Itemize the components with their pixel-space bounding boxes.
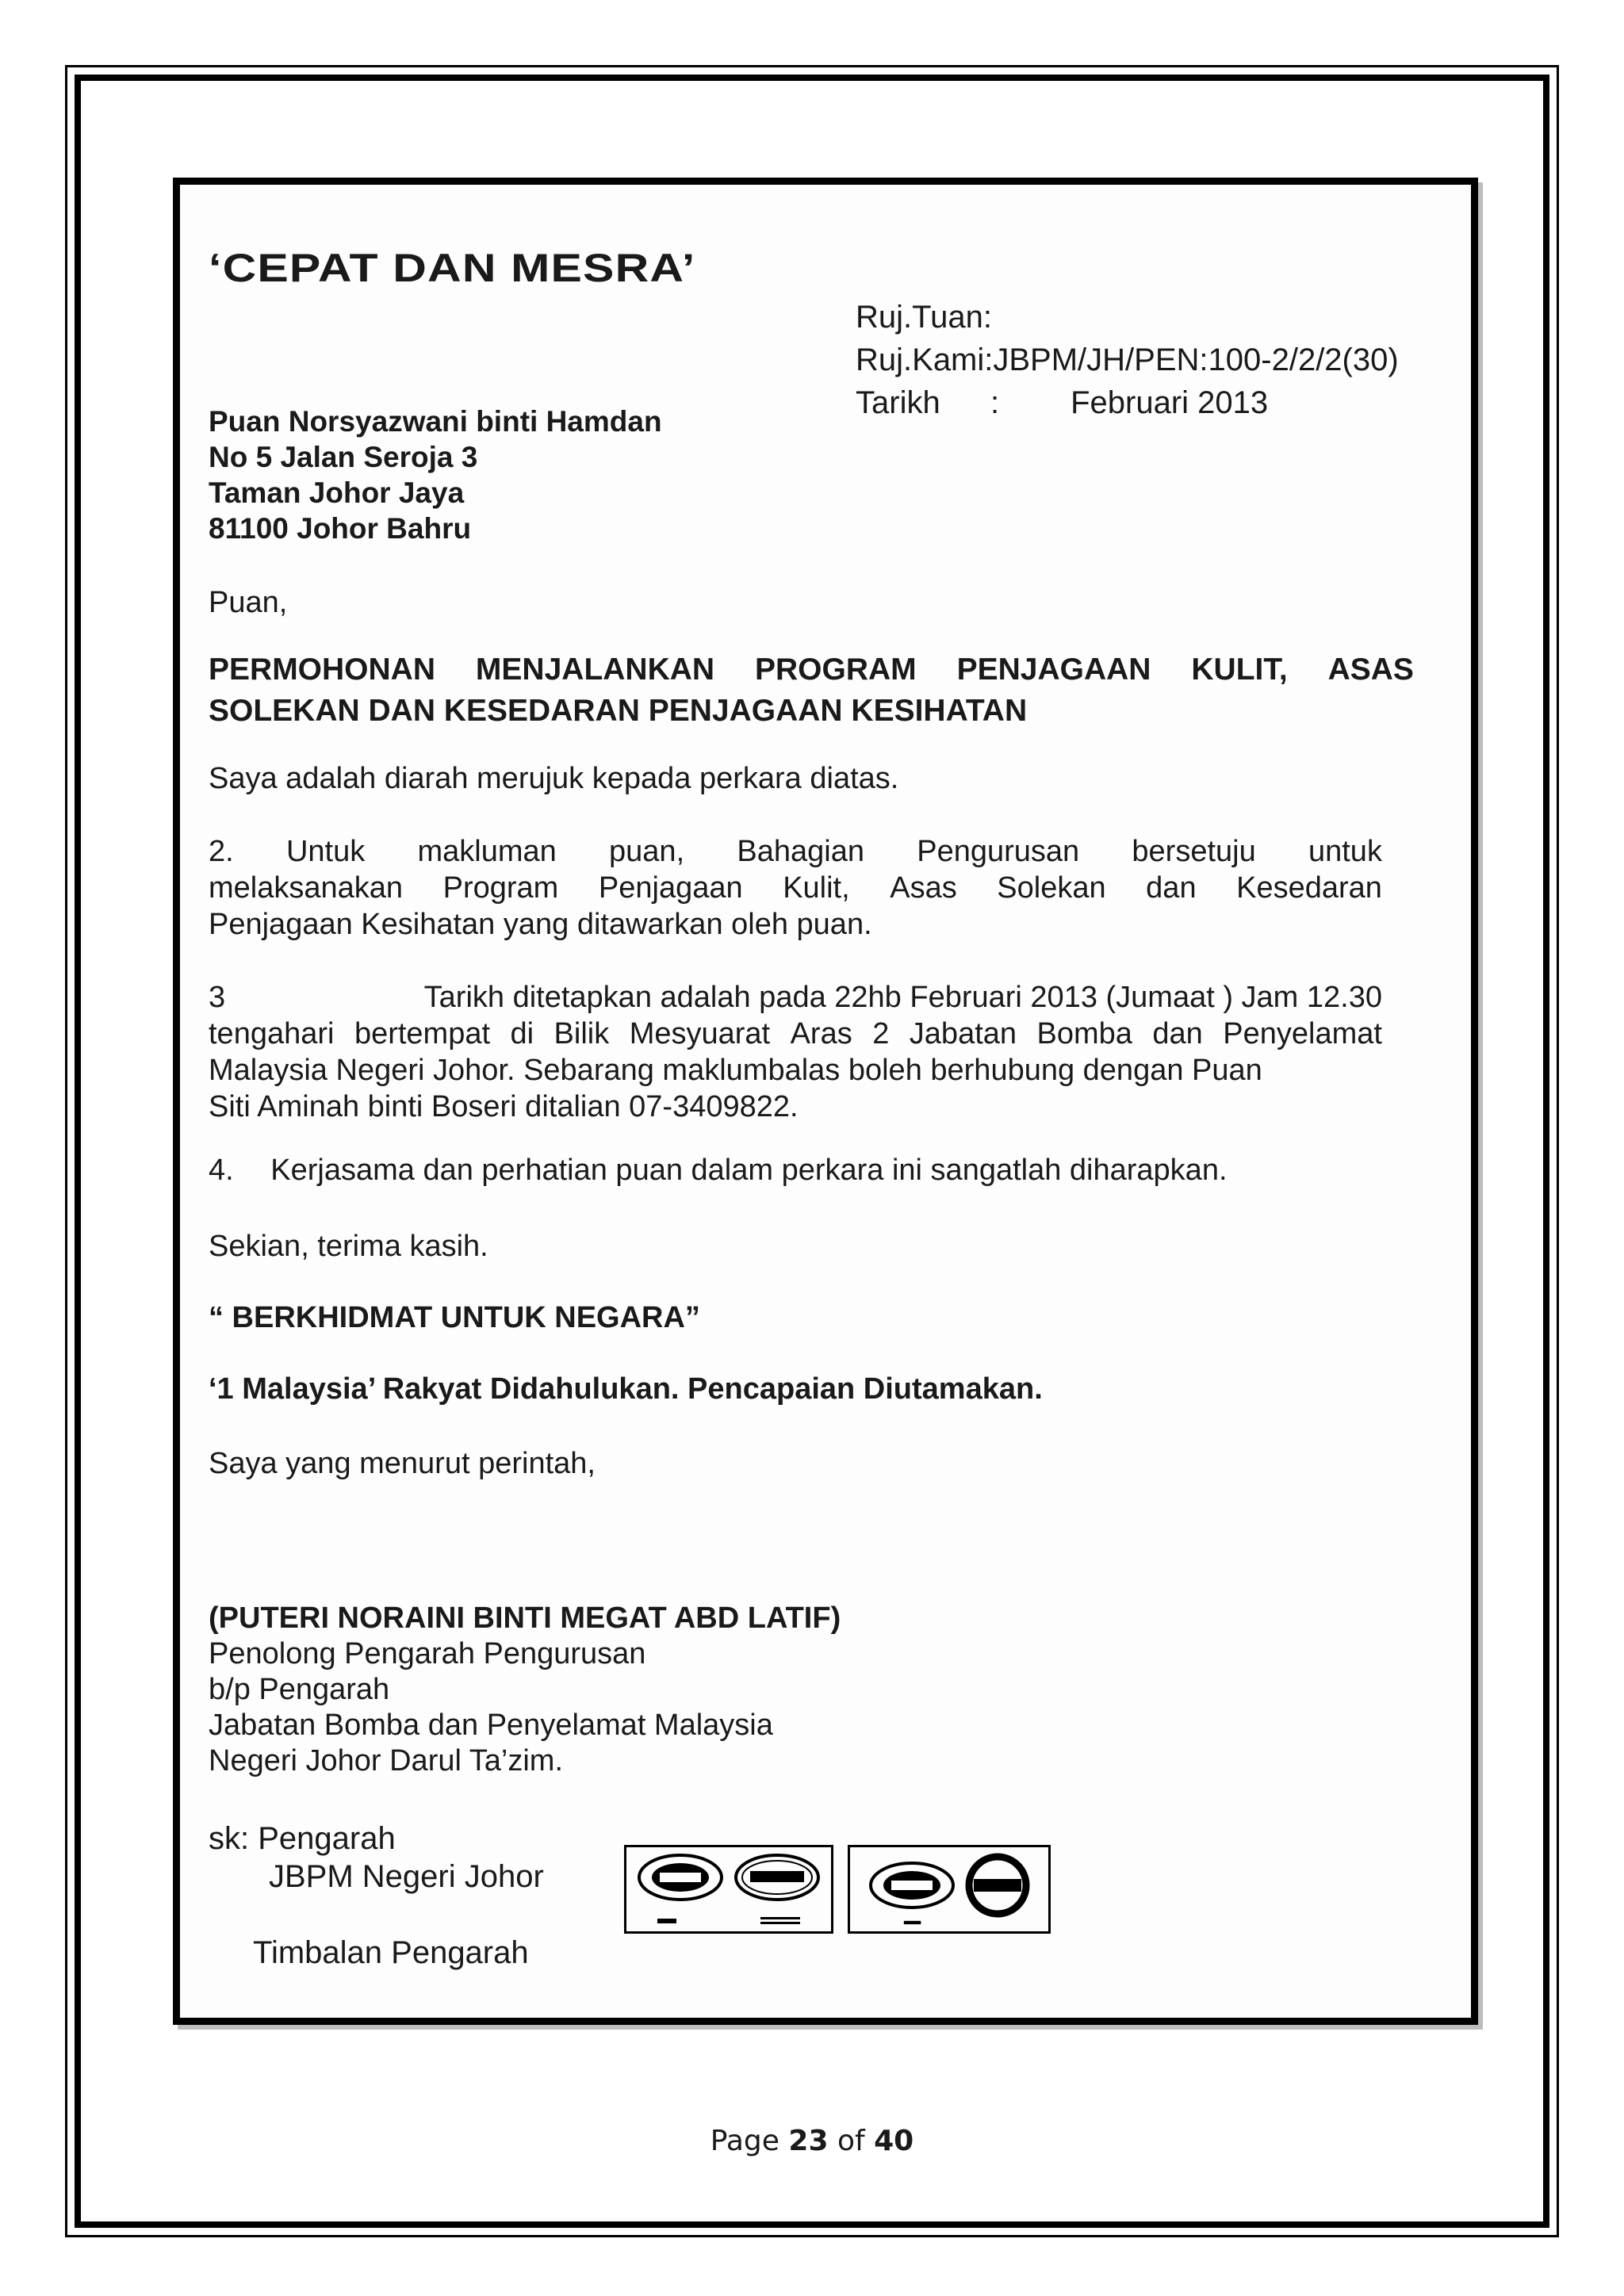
paragraph-2-line-2 [209, 870, 1382, 906]
paragraph-number: 4. [209, 1154, 234, 1187]
date-value: Februari 2013 [1071, 385, 1269, 420]
para-word: Kulit, [783, 871, 850, 905]
para-word: dan [1152, 1017, 1203, 1050]
cc-line: Timbalan Pengarah [253, 1935, 529, 1970]
signatory-line: Negeri Johor Darul Ta’zim. [209, 1744, 564, 1777]
date-separator: : [990, 385, 1000, 420]
signature-block [209, 1601, 841, 1779]
intro-paragraph: Saya adalah diarah merujuk kepada perkara diatas. [209, 762, 899, 795]
ref-tuan: Ruj.Tuan: [856, 300, 992, 335]
para-word: Program [442, 871, 559, 905]
paragraph-2 [209, 833, 1382, 943]
paragraph-number: 3 [209, 981, 226, 1014]
closing-line: Sekian, terima kasih. [209, 1230, 488, 1263]
para-word: Bilik [553, 1017, 610, 1050]
para-word: puan, [609, 835, 685, 868]
logo-caption-mark-icon [642, 1915, 816, 1927]
ref-kami: Ruj.Kami:JBPM/JH/PEN:100-2/2/2(30) [856, 342, 1399, 377]
para-word: 2 [872, 1017, 890, 1050]
scanned-letter [173, 178, 1478, 2025]
para-word: Untuk [285, 835, 366, 868]
subject-word: KULIT, [1191, 652, 1288, 687]
subject-word: PROGRAM [755, 652, 917, 687]
para-word: untuk [1308, 835, 1382, 868]
signatory-line: Penolong Pengarah Pengurusan [209, 1637, 646, 1670]
yours-faithfully: Saya yang menurut perintah, [209, 1447, 596, 1480]
subject-word: MENJALANKAN [475, 652, 715, 687]
para-word: Kesedaran [1236, 871, 1382, 905]
para-word: tengahari [209, 1017, 335, 1050]
recipient-address [209, 404, 662, 546]
subject-word: PERMOHONAN [209, 652, 436, 687]
letter-motto: ‘CEPAT DAN MESRA’ [209, 246, 696, 290]
certification-logos [624, 1845, 1051, 1934]
paragraph-3-line-2 [209, 1016, 1382, 1052]
paragraph-3-line-4: Siti Aminah binti Boseri ditalian 07-3409822. [209, 1090, 799, 1123]
of-label: of [837, 2125, 865, 2157]
para-word: Aras [790, 1017, 852, 1050]
para-word: Jabatan [909, 1017, 1017, 1050]
para-word: Bahagian [737, 835, 864, 868]
para-word: Asas [890, 871, 957, 905]
letter-subject [209, 649, 1414, 732]
quality-certification-logo [624, 1845, 833, 1934]
cc-line: JBPM Negeri Johor [269, 1859, 544, 1894]
para-word: makluman [417, 835, 557, 868]
standards-seal-icon [733, 1852, 822, 1903]
para-word: dan [1146, 871, 1197, 905]
page-label: Page [710, 2125, 779, 2157]
signatory-line: Jabatan Bomba dan Penyelamat Malaysia [209, 1709, 773, 1742]
paragraph-3-line-1 [209, 979, 1382, 1016]
ref-date-row [856, 381, 1399, 424]
logo-caption-mark-icon [862, 1919, 1036, 1927]
paragraph-4 [209, 1152, 1382, 1188]
paragraph-3 [209, 979, 1382, 1125]
page-number [0, 2125, 1624, 2157]
para-word: melaksanakan [209, 871, 404, 905]
para-word: Mesyuarat [629, 1017, 771, 1050]
slogan-1malaysia: ‘1 Malaysia’ Rakyat Didahulukan. Pencapaian Diutamakan. [209, 1372, 1043, 1406]
quality-system-seal-icon [636, 1852, 725, 1903]
paragraph-number: 2. [209, 835, 234, 868]
paragraph-2-line-1 [209, 833, 1382, 870]
cc-label: sk: Pengarah [209, 1821, 396, 1856]
iqnet-seal-icon [964, 1852, 1031, 1919]
paragraph-2-line-3: Penjagaan Kesihatan yang ditawarkan oleh puan. [209, 908, 872, 941]
signatory-line: b/p Pengarah [209, 1673, 390, 1706]
subject-word: PENJAGAAN [956, 652, 1151, 687]
subject-line-2: SOLEKAN DAN KESEDARAN PENJAGAAN KESIHATAN [209, 694, 1028, 728]
para-word: Pengurusan [917, 835, 1080, 868]
quality-system-seal-icon [868, 1860, 956, 1911]
current-page: 23 [788, 2125, 829, 2157]
paragraph-3-line-3: Malaysia Negeri Johor. Sebarang maklumbalas boleh berhubung dengan Puan [209, 1054, 1262, 1087]
address-line: No 5 Jalan Seroja 3 [209, 441, 478, 473]
para-word: di [510, 1017, 534, 1050]
salutation: Puan, [209, 586, 288, 619]
subject-word: ASAS [1327, 652, 1414, 687]
subject-line-1 [209, 649, 1414, 691]
para-word: Solekan [997, 871, 1106, 905]
date-label: Tarikh [856, 385, 940, 420]
para-word: bersetuju [1132, 835, 1256, 868]
signatory-name: (PUTERI NORAINI BINTI MEGAT ABD LATIF) [209, 1601, 841, 1635]
total-pages: 40 [874, 2125, 914, 2157]
para-word: bertempat [354, 1017, 491, 1050]
carbon-copy-block [209, 1820, 544, 1972]
paragraph-4-text: Kerjasama dan perhatian puan dalam perkara ini sangatlah diharapkan. [270, 1154, 1228, 1187]
para-word: Penjagaan [598, 871, 743, 905]
address-line: Puan Norsyazwani binti Hamdan [209, 405, 662, 438]
para-line-text: Tarikh ditetapkan adalah pada 22hb Februari 2013 (Jumaat ) Jam 12.30 [423, 981, 1382, 1014]
address-line: 81100 Johor Bahru [209, 512, 472, 545]
para-word: Penyelamat [1223, 1017, 1382, 1050]
iqnet-certification-logo [848, 1845, 1051, 1934]
slogan-berkhidmat: “ BERKHIDMAT UNTUK NEGARA” [209, 1301, 700, 1334]
reference-block [856, 296, 1399, 424]
address-line: Taman Johor Jaya [209, 476, 465, 509]
para-word: Bomba [1036, 1017, 1132, 1050]
